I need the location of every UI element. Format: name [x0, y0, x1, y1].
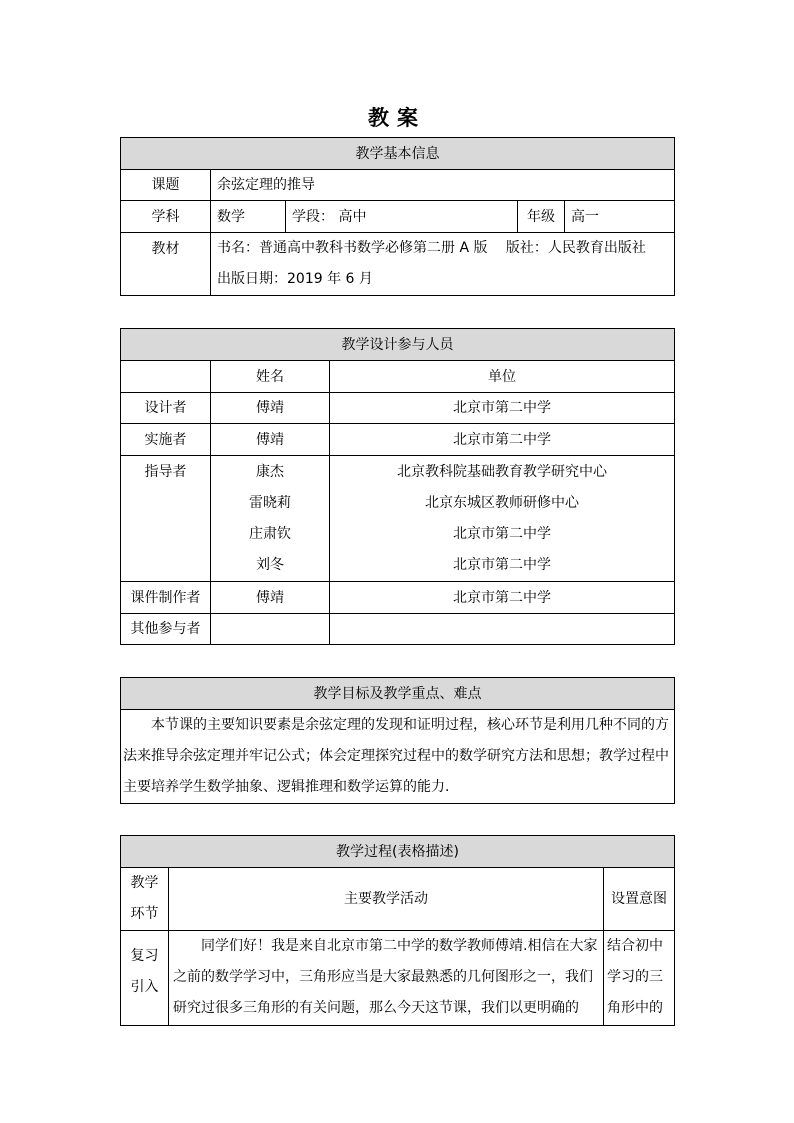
guide-name: 庄肃钦	[249, 525, 291, 542]
process-table	[120, 835, 675, 1026]
guide-name: 雷晓莉	[249, 494, 291, 511]
courseware-unit: 北京市第二中学	[330, 582, 675, 614]
implementer-unit: 北京市第二中学	[330, 424, 675, 456]
subject-label: 学科	[121, 201, 211, 233]
guide-name: 康杰	[256, 463, 284, 480]
guide-units	[330, 456, 675, 582]
textbook-value	[211, 233, 675, 296]
subject-value: 数学	[211, 201, 286, 233]
other-unit	[330, 614, 675, 645]
row1-stage-line-2: 引入	[130, 979, 159, 995]
basic-info-table	[120, 137, 675, 296]
textbook-line-1: 书名：普通高中教科书数学必修第二册 A 版 版社：人民教育出版社	[217, 240, 646, 256]
guide-name: 刘冬	[256, 556, 284, 573]
implementer-role: 实施者	[121, 424, 211, 456]
guide-names	[211, 456, 330, 582]
row1-activity: 同学们好！我是来自北京市第二中学的数学教师傅靖.相信在大家之前的数学学习中，三角形应当是大家最熟悉的几何图形之一，我们研究过很多三角形的有关问题，那么今天这节课，我们以更明确的	[169, 931, 604, 1026]
row1-stage-line-1: 复习	[130, 948, 159, 964]
guide-unit: 北京市第二中学	[453, 525, 552, 542]
designer-role: 设计者	[121, 393, 211, 424]
col-unit: 单位	[330, 361, 675, 393]
implementer-name: 傅靖	[211, 424, 330, 456]
col-stage-line-1: 教学	[130, 875, 159, 891]
topic-value: 余弦定理的推导	[211, 170, 675, 201]
guide-unit: 北京教科院基础教育教学研究中心	[397, 463, 608, 480]
row1-intent: 结合初中学习的三角形中的	[604, 931, 675, 1026]
stage-value: 高中	[338, 208, 367, 225]
other-name	[211, 614, 330, 645]
guide-role: 指导者	[121, 456, 211, 582]
participants-header: 教学设计参与人员	[121, 329, 675, 361]
designer-name: 傅靖	[211, 393, 330, 424]
objectives-text: 本节课的主要知识要素是余弦定理的发现和证明过程，核心环节是利用几种不同的方法来推导余弦定理并牢记公式；体会定理探究过程中的数学研究方法和思想；教学过程中主要培养学生数学抽象、逻辑推理和数学运算的能力.	[121, 710, 675, 804]
designer-unit: 北京市第二中学	[330, 393, 675, 424]
grade-value: 高一	[565, 201, 675, 233]
stage-label: 学段：	[292, 208, 334, 225]
stage-cell	[286, 201, 518, 233]
row1-stage	[121, 931, 169, 1026]
courseware-role: 课件制作者	[121, 582, 211, 614]
objectives-table	[120, 677, 675, 804]
textbook-line-2: 出版日期：2019 年 6 月	[217, 271, 373, 287]
col-stage	[121, 868, 169, 931]
textbook-label: 教材	[121, 233, 211, 296]
basic-info-header: 教学基本信息	[121, 138, 675, 170]
col-intent: 设置意图	[604, 868, 675, 931]
participants-table	[120, 328, 675, 645]
col-name: 姓名	[211, 361, 330, 393]
participants-corner	[121, 361, 211, 393]
guide-unit: 北京东城区教师研修中心	[425, 494, 580, 511]
guide-unit: 北京市第二中学	[453, 556, 552, 573]
col-activity: 主要教学活动	[169, 868, 604, 931]
grade-label: 年级	[518, 201, 565, 233]
topic-label: 课题	[121, 170, 211, 201]
process-header: 教学过程(表格描述)	[121, 836, 675, 868]
courseware-name: 傅靖	[211, 582, 330, 614]
other-role: 其他参与者	[121, 614, 211, 645]
col-stage-line-2: 环节	[130, 906, 159, 922]
document-title: 教案	[368, 106, 426, 130]
objectives-header: 教学目标及教学重点、难点	[121, 678, 675, 710]
